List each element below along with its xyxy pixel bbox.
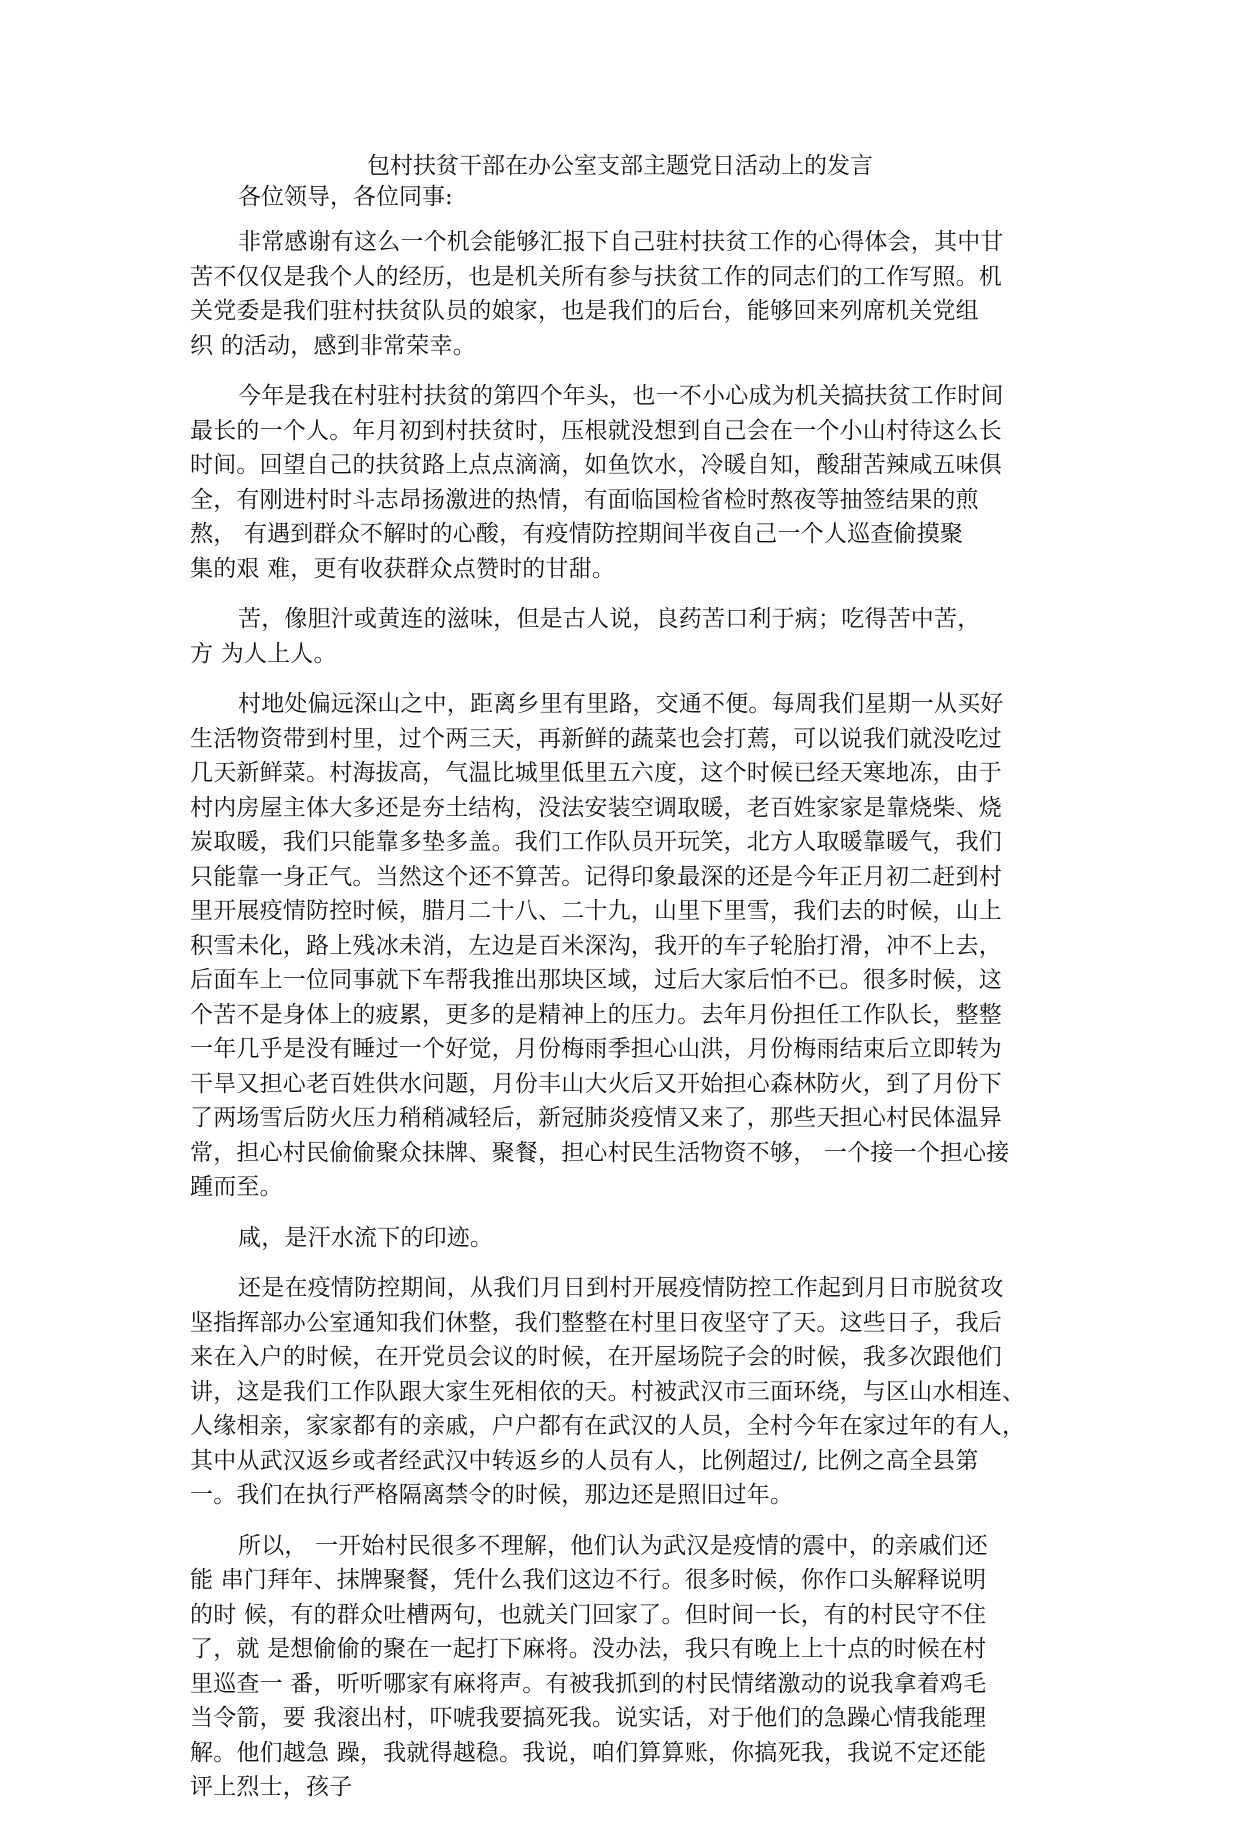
paragraph-line: 织 的活动，感到非常荣幸。: [190, 332, 476, 359]
paragraph-line: 几天新鲜菜。村海拔高，气温比城里低里五六度，这个时候已经天寒地冻，由于: [190, 760, 1002, 786]
paragraph-line: 干旱又担心老百姓供水问题，月份丰山大火后又开始担心森林防火，到了月份下: [190, 1070, 1002, 1097]
paragraph-line: 评上烈士，孩子: [190, 1774, 353, 1800]
paragraph-line: 还是在疫情防控期间，从我们月日到村开展疫情防控工作起到月日市脱贫攻: [238, 1275, 1004, 1301]
paragraph-line: 积雪未化，路上残冰未消，左边是百米深沟，我开的车子轮胎打滑，冲不上去，: [190, 932, 1002, 959]
paragraph-line: 里巡查一 番，听听哪家有麻将声。有被我抓到的村民情绪激动的说我拿着鸡毛: [190, 1670, 987, 1697]
paragraph-line: 踵而至。: [190, 1174, 283, 1200]
paragraph-line: 讲，这是我们工作队跟大家生死相依的天。村被武汉市三面环绕，与区山水相连、: [190, 1378, 1026, 1405]
paragraph-line: 生活物资带到村里，过个两三天，再新鲜的蔬菜也会打蔫，可以说我们就没吃过: [190, 725, 1002, 752]
paragraph-line: 时间。回望自己的扶贫路上点点滴滴，如鱼饮水，冷暖自知，酸甜苦辣咸五味俱: [190, 452, 1002, 478]
paragraph-line: 咸，是汗水流下的印迹。: [238, 1224, 494, 1251]
paragraph-line: 常，担心村民偷偷聚众抹牌、聚餐，担心村民生活物资不够， 一个接一个担心接: [190, 1139, 1010, 1166]
paragraph-line: 坚指挥部办公室通知我们休整，我们整整在村里日夜坚守了天。这些日子，我后: [190, 1309, 1002, 1336]
paragraph-line: 的时 候，有的群众吐槽两句，也就关门回家了。但时间一长，有的村民守不住: [190, 1601, 987, 1628]
paragraph-line: 当令箭，要 我滚出村，吓唬我要搞死我。说实话，对于他们的急躁心情我能理: [190, 1705, 987, 1731]
paragraph: [190, 225, 1060, 363]
paragraph-line: 关党委是我们驻村扶贫队员的娘家，也是我们的后台，能够回来列席机关党组: [190, 298, 979, 324]
paragraph-line: 其中从武汉返乡或者经武汉中转返乡的人员有人，比例超过/, 比例之高全县第: [190, 1447, 979, 1474]
paragraph-line: 全，有刚进村时斗志昂扬激进的热情，有面临国检省检时熬夜等抽签结果的煎: [190, 486, 979, 513]
paragraph: [190, 602, 1060, 671]
paragraph-line: 苦，像胆汁或黄连的滋味，但是古人说，良药苦口利于病；吃得苦中苦，: [238, 606, 981, 632]
paragraph: [190, 1221, 1060, 1256]
document-title: 包村扶贫干部在办公室支部主题党日活动上的发言: [367, 153, 873, 179]
paragraph-line: 只能靠一身正气。当然这个还不算苦。记得印象最深的还是今年正月初二赶到村: [190, 863, 1002, 890]
paragraph: [190, 1271, 1060, 1513]
paragraph-line: 所以， 一开始村民很多不理解，他们认为武汉是疫情的震中，的亲戚们还: [238, 1532, 988, 1559]
paragraph-line: 集的艰 难，更有收获群众点赞时的甘甜。: [190, 555, 616, 582]
paragraph-line: 后面车上一位同事就下车帮我推出那块区域，过后大家后怕不已。很多时候，这: [190, 967, 1002, 993]
paragraph-line: 里开展疫情防控时候，腊月二十八、二十九，山里下里雪，我们去的时候，山上: [190, 898, 1002, 924]
paragraph-line: 一。我们在执行严格隔离禁令的时候，那边还是照旧过年。: [190, 1482, 794, 1508]
paragraph-line: 炭取暖，我们只能靠多垫多盖。我们工作队员开玩笑，北方人取暖靠暖气，我们: [190, 829, 1002, 855]
paragraph-line: 一年几乎是没有睡过一个好觉，月份梅雨季担心山洪，月份梅雨结束后立即转为: [190, 1036, 1002, 1062]
paragraph-line: 个苦不是身体上的疲累，更多的是精神上的压力。去年月份担任工作队长，整整: [190, 1001, 1002, 1028]
paragraph-line: 解。他们越急 躁，我就得越稳。我说，咱们算算账，你搞死我，我说不定还能: [190, 1739, 987, 1766]
paragraph: [190, 687, 1060, 1205]
paragraph: [190, 1529, 1060, 1805]
paragraph-line: 非常感谢有这么一个机会能够汇报下自己驻村扶贫工作的心得体会，其中甘: [238, 229, 1004, 255]
document-body: [190, 225, 1060, 1821]
paragraph-line: 能 串门拜年、抹牌聚餐，凭什么我们这边不行。很多时候，你作口头解释说明: [190, 1567, 987, 1593]
paragraph-line: 方 为人上人。: [190, 640, 337, 667]
salutation: 各位领导，各位同事:: [238, 184, 453, 210]
paragraph-line: 人缘相亲，家家都有的亲戚，户户都有在武汉的人员，全村今年在家过年的有人，: [190, 1413, 1026, 1439]
paragraph: [190, 379, 1060, 586]
paragraph-line: 了两场雪后防火压力稍稍减轻后，新冠肺炎疫情又来了，那些天担心村民体温异: [190, 1105, 1002, 1131]
paragraph-line: 村地处偏远深山之中，距离乡里有里路，交通不便。每周我们星期一从买好: [238, 691, 1004, 717]
paragraph-line: 来在入户的时候，在开党员会议的时候，在开屋场院子会的时候，我多次跟他们: [190, 1344, 1002, 1370]
paragraph-line: 熬， 有遇到群众不解时的心酸，有疫情防控期间半夜自己一个人巡查偷摸聚: [190, 521, 964, 547]
paragraph-line: 村内房屋主体大多还是夯土结构，没法安装空调取暖，老百姓家家是靠烧柴、烧: [190, 794, 1002, 821]
paragraph-line: 了，就 是想偷偷的聚在一起打下麻将。没办法，我只有晚上上十点的时候在村: [190, 1636, 987, 1662]
paragraph-line: 今年是我在村驻村扶贫的第四个年头，也一不小心成为机关搞扶贫工作时间: [238, 383, 1004, 409]
paragraph-line: 苦不仅仅是我个人的经历，也是机关所有参与扶贫工作的同志们的工作写照。机: [190, 263, 1002, 290]
paragraph-line: 最长的一个人。年月初到村扶贫时，压根就没想到自己会在一个小山村待这么长: [190, 417, 1002, 444]
